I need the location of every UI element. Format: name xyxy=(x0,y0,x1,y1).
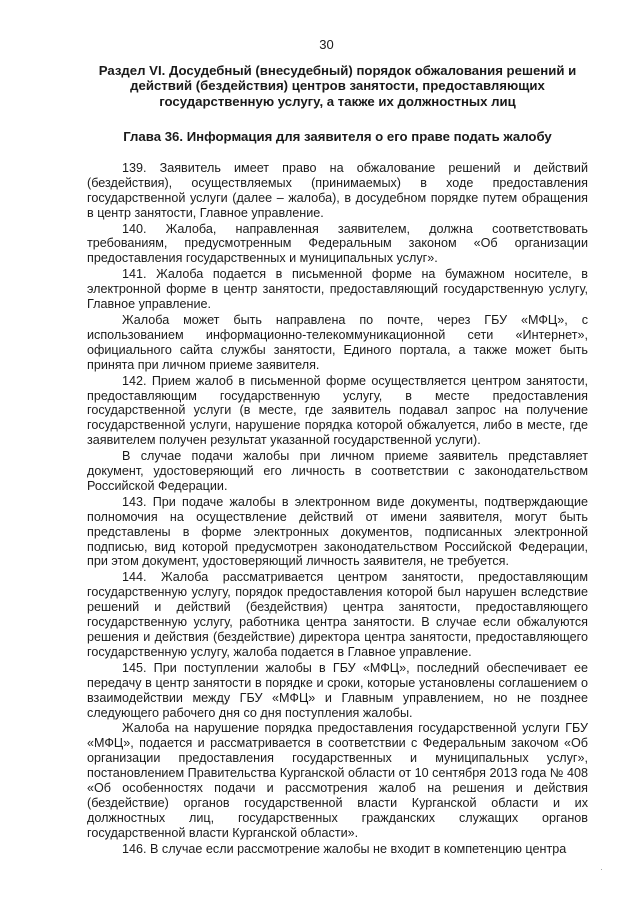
chapter-title: Глава 36. Информация для заявителя о его праве подать жалобу xyxy=(123,129,552,145)
paragraph-141-cont: Жалоба может быть направлена по почте, через ГБУ «МФЦ», с использованием информационно-телекоммуникационной сети «Интернет», официального сайта службы занятости, Единого портала, а также может быть принята при личном приеме заявителя. xyxy=(87,312,588,372)
paragraph-144: 144. Жалоба рассматривается центром занятости, предоставляющим государственную услугу, порядок предоставления которой был нарушен вследствие решений и действий (бездействия) центра занятости, предоставляющего государственную услугу, работника центра занятости. В случае если обжалуются решения и действия (бездействие) директора центра занятости, предоставляющего государственную услугу, жалоба подается в Главное управление. xyxy=(87,570,588,659)
paragraph-142-cont: В случае подачи жалобы при личном приеме заявитель представляет документ, удостоверяющий его личность в соответствии с законодательством Российской Федерации. xyxy=(87,449,588,493)
body-text xyxy=(87,161,588,857)
paragraph-145: 145. При поступлении жалобы в ГБУ «МФЦ», последний обеспечивает ее передачу в центр занятости в порядке и сроки, которые установлены соглашением о взаимодействии между ГБУ «МФЦ» и Главным управлением, но не позднее следующего рабочего дня со дня поступления жалобы. xyxy=(87,660,588,720)
section-title: Раздел VI. Досудебный (внесудебный) порядок обжалования решений и действий (бездействия) центров занятости, предоставляющих государственную услугу, а также их должностных лиц xyxy=(98,62,577,109)
paragraph-139: 139. Заявитель имеет право на обжалование решений и действий (бездействия), осуществляемых (принимаемых) в ходе предоставления государственной услуги (далее – жалоба), в досудебном порядке путем обращения в центр занятости, Главное управление. xyxy=(87,160,588,220)
paragraph-141: 141. Жалоба подается в письменной форме на бумажном носителе, в электронной форме в центр занятости, предоставляющий государственную услугу, Главное управление. xyxy=(87,267,588,312)
paragraph-143: 143. При подаче жалобы в электронном виде документы, подтверждающие полномочия на осуществление действий от имени заявителя, могут быть представлены в форме электронных документов, подписанных электронной подписью, вид которой предусмотрен законодательством Российской Федерации, при этом документ, удостоверяющий личность заявителя, не требуется. xyxy=(87,494,588,569)
page-number: 30 xyxy=(319,37,334,52)
paragraph-145-cont: Жалоба на нарушение порядка предоставления государственной услуги ГБУ «МФЦ», подается и рассматривается в соответствии с Федеральным закочом «Об организации предоставления государственных и муниципальных услуг», постановлением Правительства Курганской области от 10 сентября 2013 года № 408 «Об особенностях подачи и рассмотрения жалоб на решения и действия (бездействие) органов государственной власти Курганской области и их должностных лиц, государственных гражданских служащих органов государственной власти Курганской области». xyxy=(87,721,588,840)
scan-speck: · xyxy=(600,864,603,874)
paragraph-140: 140. Жалоба, направленная заявителем, должна соответствовать требованиям, предусмотренным Федеральным законом «Об организации предоставления государственных и муниципальных услуг». xyxy=(87,221,588,266)
paragraph-146: 146. В случае если рассмотрение жалобы не входит в компетенцию центра xyxy=(122,841,567,856)
paragraph-142: 142. Прием жалоб в письменной форме осуществляется центром занятости, предоставляющим государственную услугу, в месте предоставления государственной услуги (в месте, где заявитель подавал запрос на получение государственной услуги, нарушение порядка которой обжалуется, либо в месте, где заявителем получен результат указанной государственной услуги). xyxy=(87,373,588,448)
